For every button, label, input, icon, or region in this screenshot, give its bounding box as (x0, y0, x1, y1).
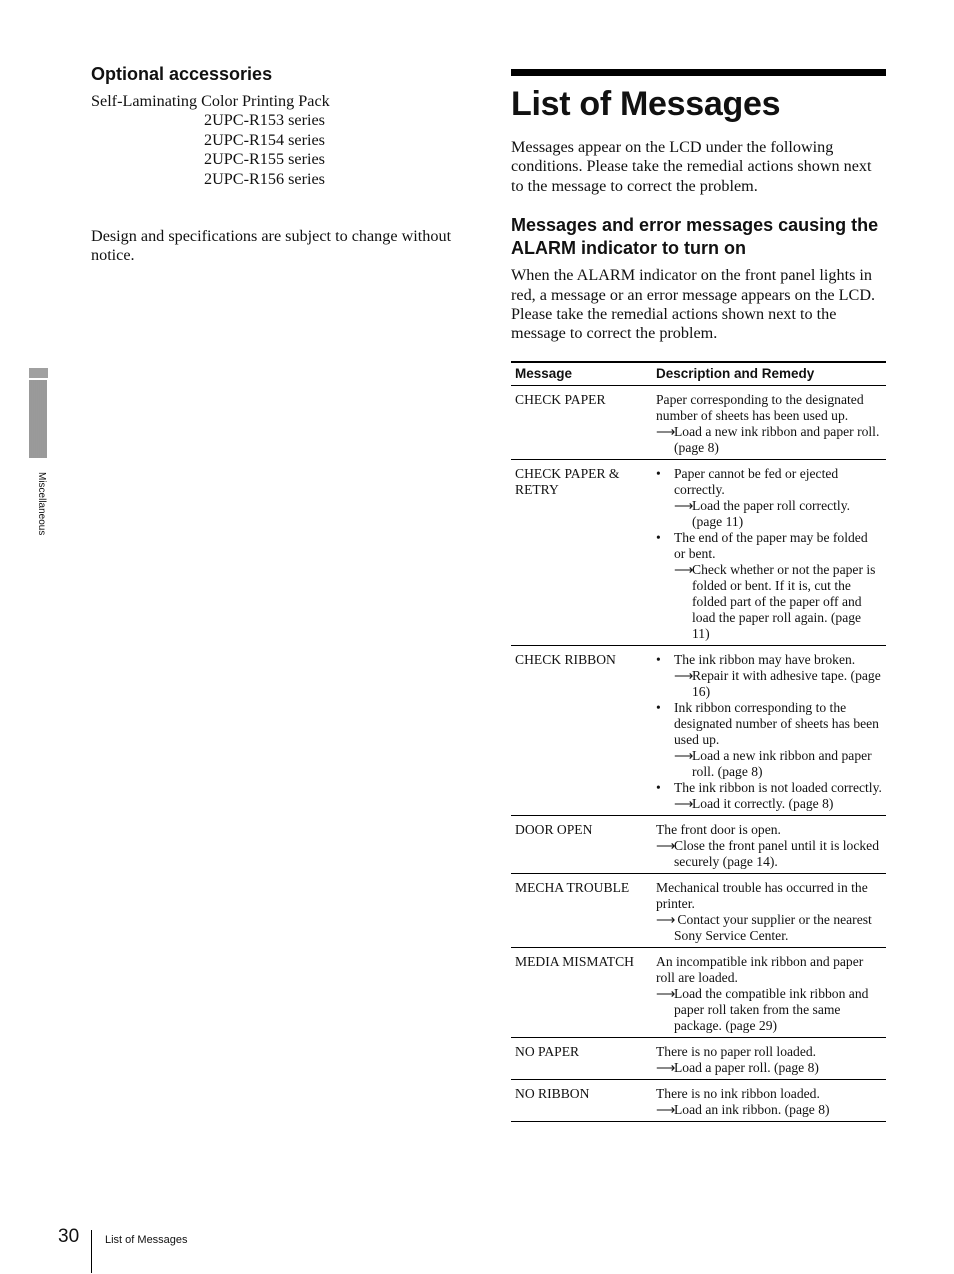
message-cell: NO RIBBON (511, 1079, 652, 1121)
bullet-text: The end of the paper may be folded or bent. (674, 529, 868, 561)
description-text: An incompatible ink ribbon and paper roll are loaded. (656, 953, 864, 985)
remedy-text: Load the compatible ink ribbon and paper roll taken from the same package. (page 29) (674, 985, 869, 1033)
section-heading: Messages and error messages causing the ALARM indicator to turn on (511, 215, 879, 259)
right-arrow-icon: ⟶ (656, 1059, 676, 1075)
title-rule (511, 69, 886, 76)
remedy-line (656, 1102, 882, 1118)
message-cell: DOOR OPEN (511, 815, 652, 873)
description-text: There is no ink ribbon loaded. (656, 1085, 820, 1101)
description-text: Mechanical trouble has occurred in the printer. (656, 879, 868, 911)
remedy-line (656, 912, 882, 944)
remedy-line (656, 796, 882, 812)
table-row (511, 645, 886, 815)
remedy-text: Contact your supplier or the nearest Sony Service Center. (674, 911, 872, 943)
accessory-list (91, 111, 471, 189)
page-number: 30 (58, 1226, 80, 1247)
accessory-item: 2UPC-R154 series (204, 130, 325, 149)
remedy-line (656, 986, 882, 1034)
right-arrow-icon: ⟶ (674, 667, 694, 683)
remedy-text: Load a paper roll. (page 8) (674, 1059, 819, 1075)
description-text: Paper corresponding to the designated number of sheets has been used up. (656, 391, 864, 423)
bullet-item (656, 780, 882, 796)
description-cell (652, 873, 886, 947)
bullet-icon: • (656, 779, 661, 795)
description-cell (652, 645, 886, 815)
side-tab-text: Miscellaneous (36, 472, 47, 536)
bullet-icon: • (656, 529, 661, 545)
table-row (511, 459, 886, 645)
page-title: List of Messages (511, 85, 781, 123)
right-arrow-icon: ⟶ (656, 985, 676, 1001)
pack-label: Self-Laminating Color Printing Pack (91, 92, 330, 110)
right-arrow-icon: ⟶ (656, 837, 676, 853)
message-cell: NO PAPER (511, 1037, 652, 1079)
remedy-line (656, 424, 882, 456)
remedy-line (656, 748, 882, 780)
remedy-text: Load a new ink ribbon and paper roll. (page 8) (692, 747, 872, 779)
bullet-text: Paper cannot be fed or ejected correctly. (674, 465, 839, 497)
remedy-line (656, 1060, 882, 1076)
message-cell: CHECK PAPER & RETRY (511, 459, 652, 645)
right-arrow-icon: ⟶ (674, 747, 694, 763)
bullet-icon: • (656, 699, 661, 715)
message-cell: CHECK PAPER (511, 385, 652, 459)
description-text: There is no paper roll loaded. (656, 1043, 817, 1059)
bullet-item (656, 700, 882, 748)
bullet-item (656, 652, 882, 668)
description-cell (652, 459, 886, 645)
table-row (511, 1079, 886, 1121)
table-row (511, 947, 886, 1037)
right-column (511, 69, 886, 1122)
right-arrow-icon: ⟶ (674, 561, 694, 577)
footer-divider (91, 1230, 92, 1273)
remedy-text: Load a new ink ribbon and paper roll. (page 8) (674, 423, 880, 455)
remedy-text: Close the front panel until it is locked securely (page 14). (674, 837, 880, 869)
right-arrow-icon: ⟶ (656, 1101, 676, 1117)
remedy-line (656, 668, 882, 700)
side-tab-label (34, 472, 48, 552)
remedy-line (656, 498, 882, 530)
messages-table (511, 361, 886, 1122)
bullet-text: Ink ribbon corresponding to the designated number of sheets has been used up. (674, 699, 879, 747)
optional-accessories-heading: Optional accessories (91, 64, 273, 84)
right-arrow-icon: ⟶ (656, 911, 676, 927)
table-row (511, 873, 886, 947)
bullet-item (656, 466, 882, 498)
right-arrow-icon: ⟶ (674, 497, 694, 513)
section-intro: When the ALARM indicator on the front panel lights in red, a message or an error message appears on the LCD. Please take the remedial actions shown next to the message to correct the problem. (511, 266, 876, 343)
accessory-item: 2UPC-R153 series (204, 111, 325, 130)
right-arrow-icon: ⟶ (674, 795, 694, 811)
remedy-text: Repair it with adhesive tape. (page 16) (692, 667, 881, 699)
message-cell: MECHA TROUBLE (511, 873, 652, 947)
accessory-item: 2UPC-R156 series (204, 169, 325, 188)
table-header-row (511, 362, 886, 386)
bullet-icon: • (656, 651, 661, 667)
table-row (511, 815, 886, 873)
bullet-item (656, 530, 882, 562)
description-text: The front door is open. (656, 821, 781, 837)
remedy-line (656, 562, 882, 642)
message-cell: CHECK RIBBON (511, 645, 652, 815)
intro-paragraph: Messages appear on the LCD under the following conditions. Please take the remedial actions shown next to the message to correct the problem. (511, 138, 872, 195)
remedy-text: Check whether or not the paper is folded or bent. If it is, cut the folded part of the paper off and load the paper roll again. (page 11) (692, 561, 876, 641)
accessory-item: 2UPC-R155 series (204, 150, 325, 169)
side-tab-marker (29, 368, 48, 458)
description-cell (652, 815, 886, 873)
bullet-icon: • (656, 465, 661, 481)
table-row (511, 385, 886, 459)
left-column (91, 62, 471, 266)
column-header-message: Message (511, 362, 652, 386)
bullet-text: The ink ribbon is not loaded correctly. (674, 779, 882, 795)
remedy-text: Load an ink ribbon. (page 8) (674, 1101, 830, 1117)
bullet-text: The ink ribbon may have broken. (674, 651, 856, 667)
remedy-text: Load the paper roll correctly. (page 11) (692, 497, 851, 529)
description-cell (652, 947, 886, 1037)
column-header-description: Description and Remedy (652, 362, 886, 386)
message-cell: MEDIA MISMATCH (511, 947, 652, 1037)
remedy-line (656, 838, 882, 870)
description-cell (652, 385, 886, 459)
description-cell (652, 1079, 886, 1121)
footer-section-title: List of Messages (105, 1234, 188, 1246)
right-arrow-icon: ⟶ (656, 423, 676, 439)
table-row (511, 1037, 886, 1079)
remedy-text: Load it correctly. (page 8) (692, 795, 834, 811)
specification-notice: Design and specifications are subject to change without notice. (91, 227, 452, 265)
description-cell (652, 1037, 886, 1079)
